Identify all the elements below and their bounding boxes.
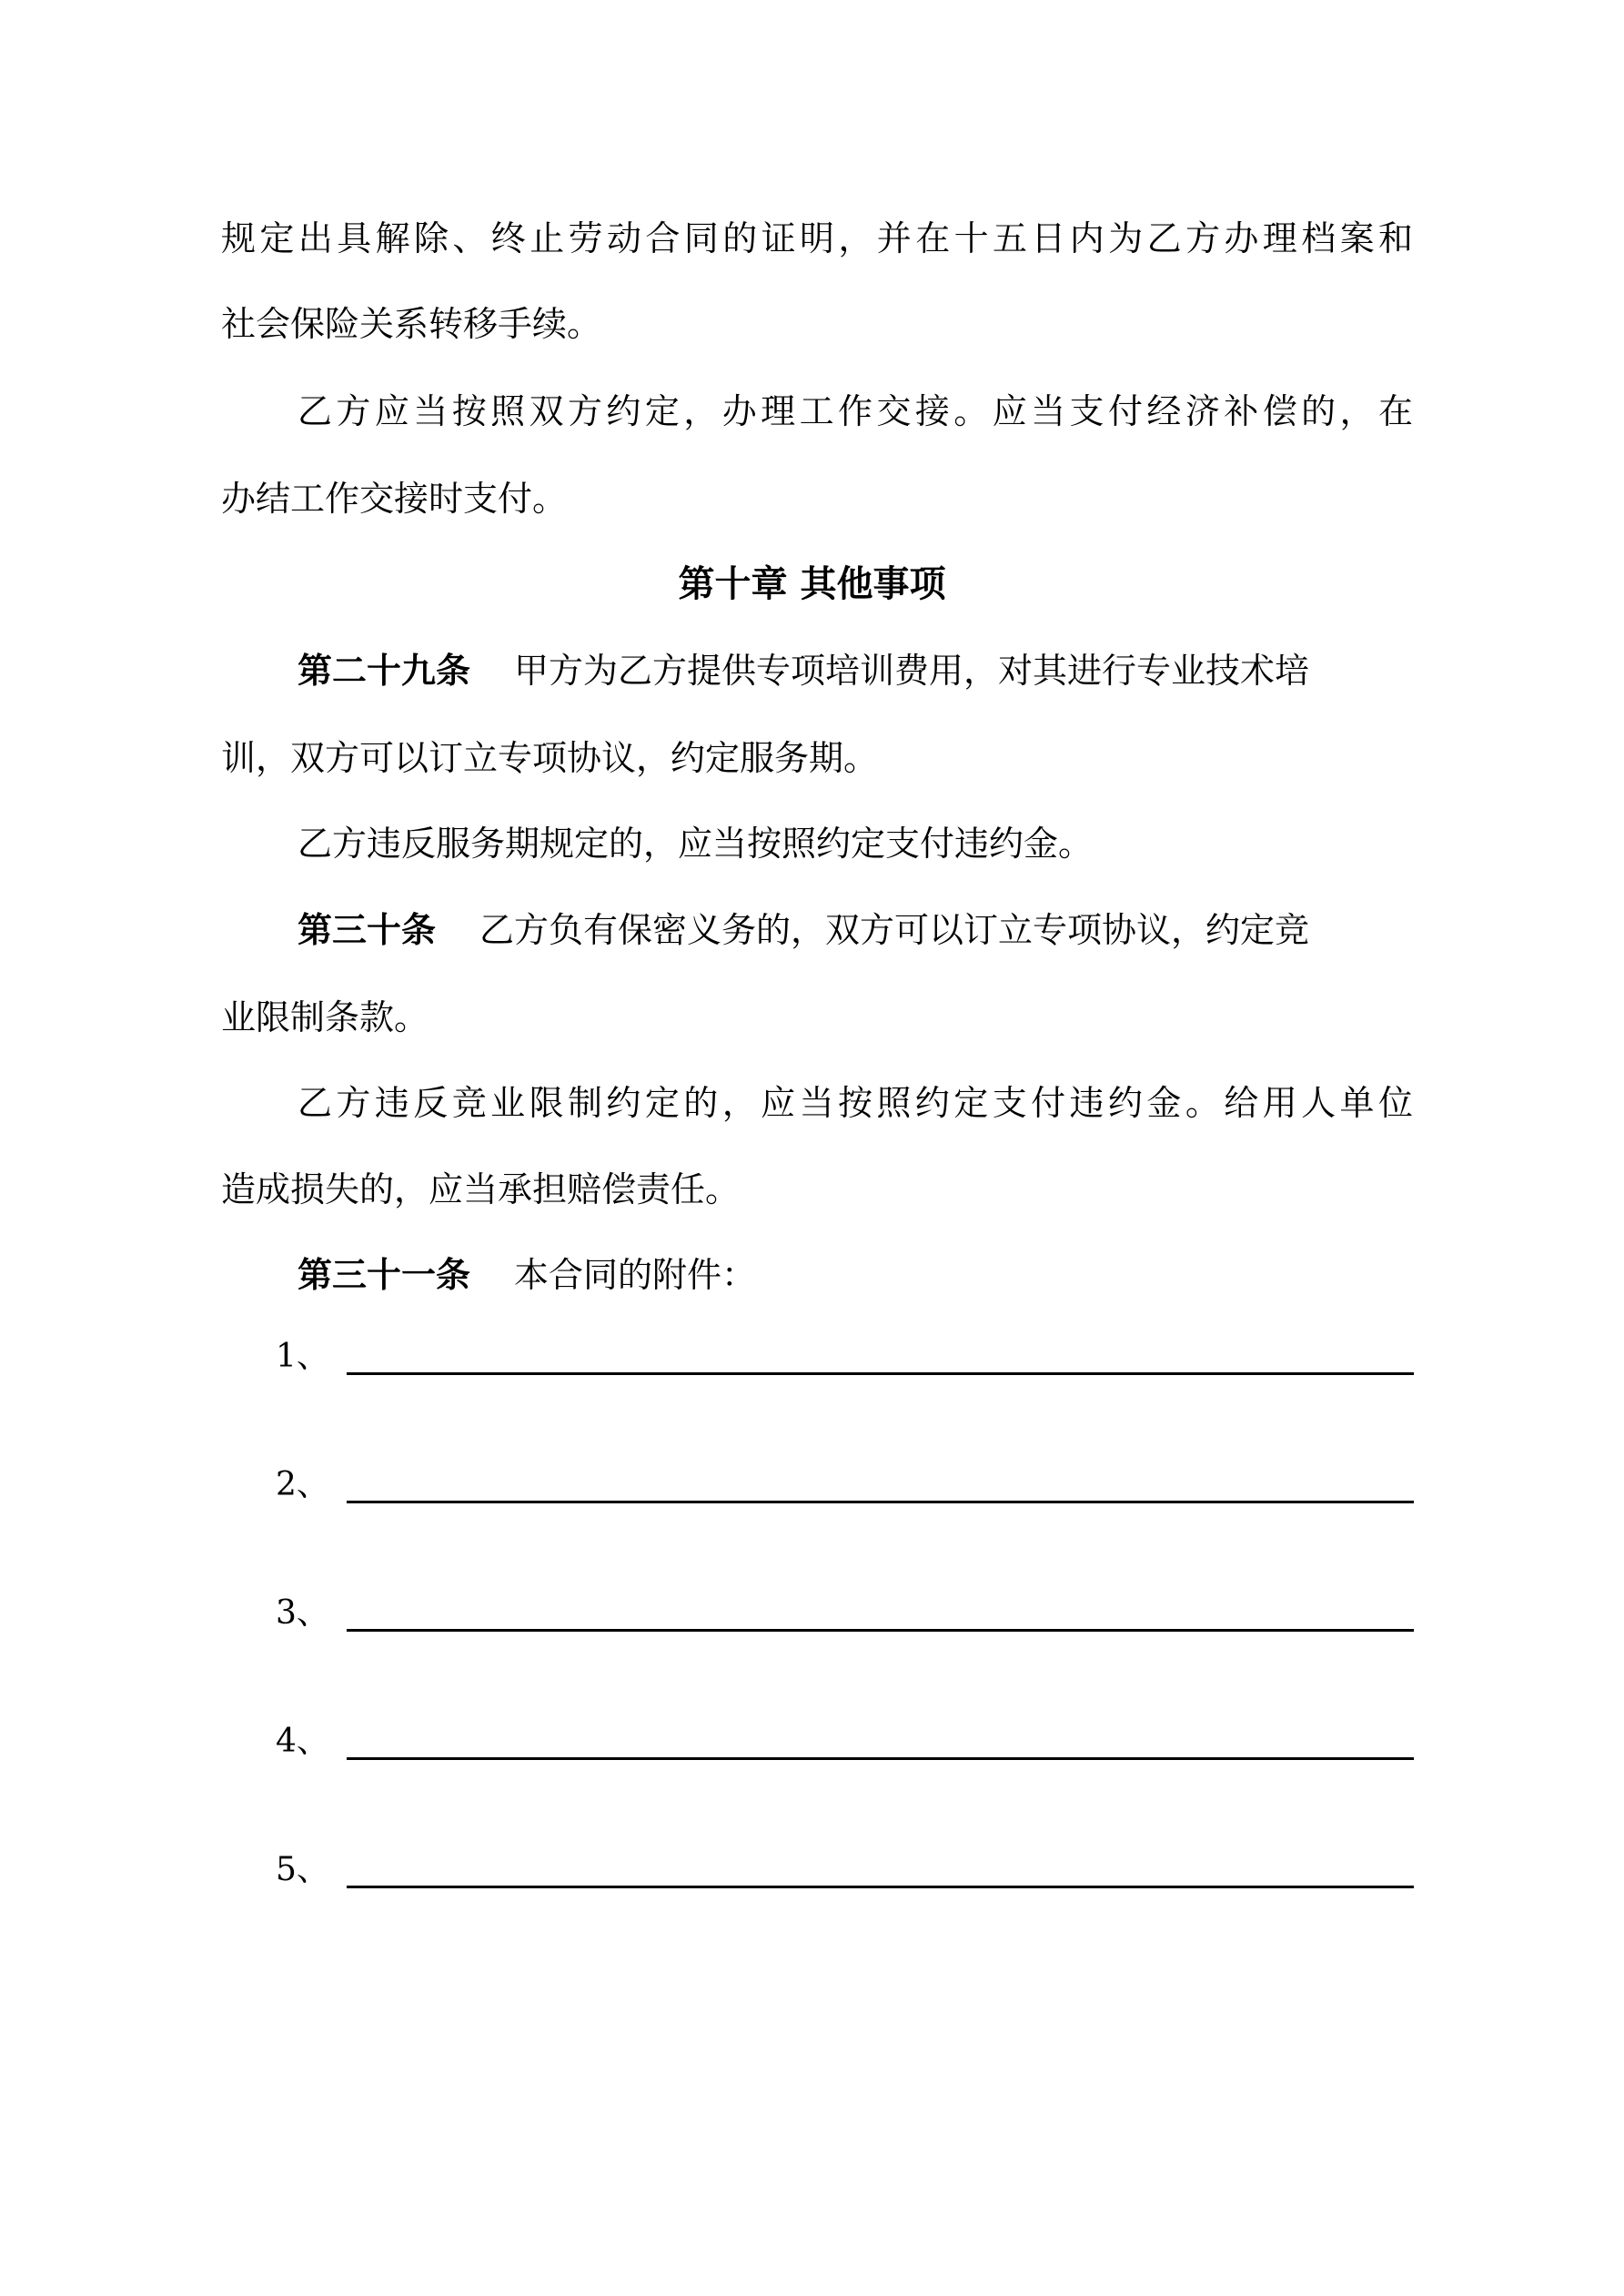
attachment-number: 1、 bbox=[276, 1338, 329, 1375]
attachment-number: 5、 bbox=[276, 1851, 329, 1888]
article-label: 第二十九条 bbox=[298, 650, 471, 691]
paragraph-line: 训，双方可以订立专项协议，约定服务期。 bbox=[221, 738, 879, 778]
article-label: 第三十条 bbox=[298, 909, 437, 950]
attachment-number: 3、 bbox=[276, 1594, 329, 1632]
article-text: 本合同的附件： bbox=[514, 1255, 757, 1295]
paragraph-line: 乙方违反竞业限制约定的，应当按照约定支付违约金。给用人单位 bbox=[298, 1083, 1413, 1123]
article-31 bbox=[298, 1252, 1413, 1298]
paragraph-line: 办结工作交接时支付。 bbox=[221, 479, 568, 519]
paragraph-line: 乙方违反服务期规定的，应当按照约定支付违约金。 bbox=[298, 824, 1094, 864]
article-30 bbox=[298, 907, 1413, 953]
attachment-number: 4、 bbox=[276, 1723, 329, 1760]
attachment-blank-line bbox=[347, 1372, 1414, 1375]
attachment-blank-line bbox=[347, 1629, 1414, 1632]
article-text: 甲方为乙方提供专项培训费用，对其进行专业技术培 bbox=[514, 651, 1310, 691]
paragraph-line: 社会保险关系转移手续。 bbox=[221, 304, 602, 344]
paragraph-line: 业限制条款。 bbox=[221, 997, 429, 1037]
attachment-blank-line bbox=[347, 1501, 1414, 1503]
article-label: 第三十一条 bbox=[298, 1254, 471, 1295]
paragraph-line: 造成损失的，应当承担赔偿责任。 bbox=[221, 1169, 741, 1209]
attachment-blank-line bbox=[347, 1886, 1414, 1888]
chapter-title: 第十章 其他事项 bbox=[678, 562, 946, 605]
attachment-blank-line bbox=[347, 1757, 1414, 1760]
article-text: 乙方负有保密义务的，双方可以订立专项协议，约定竞 bbox=[479, 910, 1310, 950]
paragraph-line: 规定出具解除、终止劳动合同的证明，并在十五日内为乙方办理档案和 bbox=[221, 218, 1413, 258]
paragraph-line: 乙方应当按照双方约定，办理工作交接。应当支付经济补偿的，在 bbox=[298, 391, 1413, 431]
article-29 bbox=[298, 648, 1413, 693]
attachment-number: 2、 bbox=[276, 1466, 329, 1503]
